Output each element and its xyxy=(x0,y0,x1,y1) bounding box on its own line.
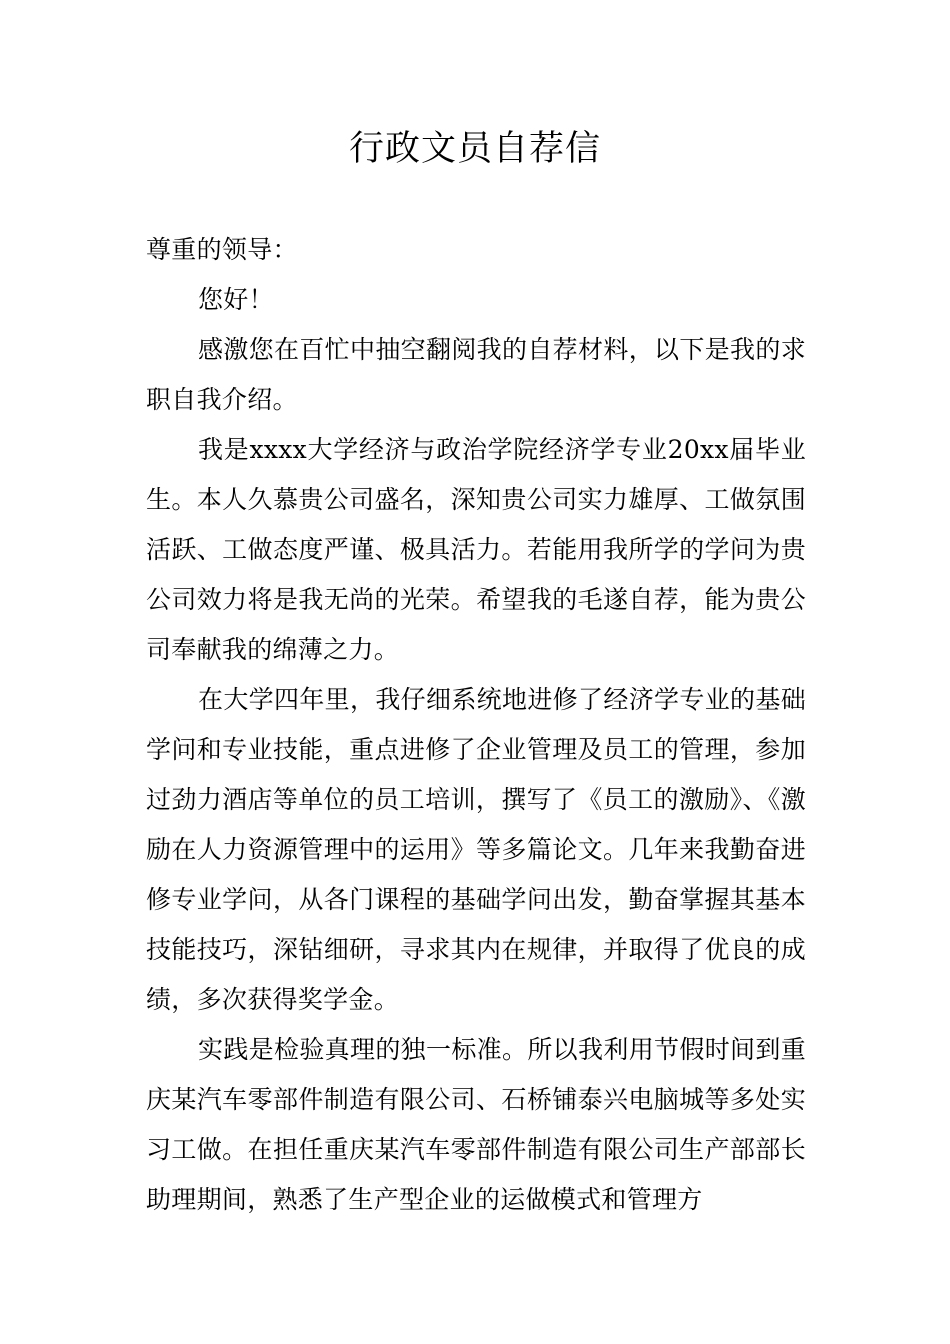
document-title: 行政文员自荐信 xyxy=(348,129,601,169)
salutation: 尊重的领导： xyxy=(146,235,298,264)
paragraph: 我是xxxx大学经济与政治学院经济学专业20xx届毕业生。本人久慕贵公司盛名，深知贵公司实力雄厚、工做氛围活跃、工做态度严谨、极具活力。若能用我所学的学问为贵公司效力将是我无尚的光荣。希望我的毛遂自荐，能为贵公司奉献我的绵薄之力。 xyxy=(146,435,806,664)
paragraph: 在大学四年里，我仔细系统地进修了经济学专业的基础学问和专业技能，重点进修了企业管理及员工的管理，参加过劲力酒店等单位的员工培训，撰写了《员工的激励》、《激励在人力资源管理中的运用》等多篇论文。几年来我勤奋进修专业学问，从各门课程的基础学问出发，勤奋掌握其基本技能技巧，深钻细研，寻求其内在规律，并取得了优良的成绩，多次获得奖学金。 xyxy=(146,685,806,1014)
letter-body xyxy=(146,225,806,1225)
paragraph: 实践是检验真理的独一标准。所以我利用节假时间到重庆某汽车零部件制造有限公司、石桥铺泰兴电脑城等多处实习工做。在担任重庆某汽车零部件制造有限公司生产部部长助理期间，熟悉了生产型企业的运做模式和管理方 xyxy=(146,1035,806,1214)
paragraph: 感激您在百忙中抽空翻阅我的自荐材料，以下是我的求职自我介绍。 xyxy=(146,335,806,414)
greeting: 您好！ xyxy=(198,285,274,314)
